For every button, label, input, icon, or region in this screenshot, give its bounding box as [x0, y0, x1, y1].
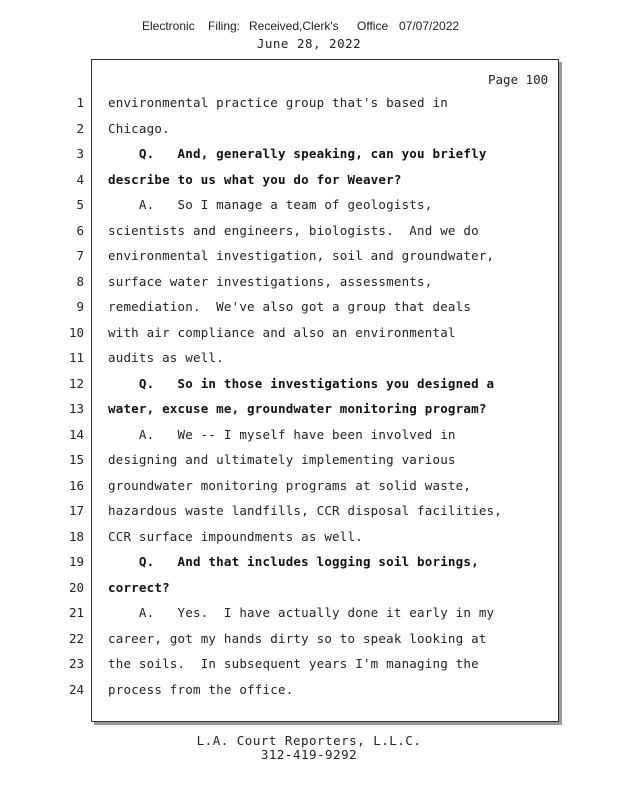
line-number: 10: [68, 324, 84, 340]
transcript-line: with air compliance and also an environmental: [108, 324, 456, 340]
line-number: 17: [68, 503, 84, 518]
transcript-line: process from the office.: [108, 681, 294, 697]
line-number: 15: [68, 452, 84, 467]
line-number: 9: [76, 299, 84, 314]
transcript-line: A. Yes. I have actually done it early in my: [108, 605, 495, 620]
line-number: 14: [68, 426, 84, 442]
line-number: 2: [76, 120, 84, 136]
transcript-line: the soils. In subsequent years I'm managing the: [108, 656, 479, 671]
transcript-line: hazardous waste landfills, CCR disposal facilities,: [108, 503, 503, 518]
line-number: 5: [76, 197, 84, 212]
line-number: 16: [68, 477, 84, 493]
transcript-line: Q. And that includes logging soil borings,: [108, 554, 479, 569]
transcript-line: A. So I manage a team of geologists,: [108, 197, 433, 212]
line-number: 8: [76, 273, 84, 289]
stamp-electronic: Electronic: [142, 19, 195, 33]
transcript-line: A. We -- I myself have been involved in: [108, 426, 456, 442]
transcript-line: surface water investigations, assessments,: [108, 273, 433, 289]
page-number: Page 100: [488, 72, 549, 87]
transcript-line: audits as well.: [108, 350, 224, 365]
line-number: 6: [76, 222, 84, 238]
line-number: 18: [68, 528, 84, 544]
transcript-line: remediation. We've also got a group that deals: [108, 299, 472, 314]
line-number: 23: [68, 656, 84, 671]
transcript-line: CCR surface impoundments as well.: [108, 528, 363, 544]
transcript-line: environmental investigation, soil and groundwater,: [108, 248, 495, 263]
line-number: 3: [76, 146, 84, 161]
line-number: 24: [68, 681, 84, 697]
stamp-received: Received,Clerk's: [249, 19, 339, 33]
transcript-line: Chicago.: [108, 120, 170, 136]
transcript-date: June 28, 2022: [256, 36, 362, 51]
line-number: 4: [76, 171, 84, 187]
footer-company: L.A. Court Reporters, L.L.C.: [196, 733, 422, 748]
transcript-line: designing and ultimately implementing various: [108, 452, 456, 467]
transcript-line: correct?: [108, 579, 170, 595]
line-number: 20: [68, 579, 84, 595]
line-number: 19: [68, 554, 84, 569]
transcript-line: groundwater monitoring programs at solid waste,: [108, 477, 472, 493]
footer-phone: 312-419-9292: [260, 747, 358, 762]
line-number: 21: [68, 605, 84, 620]
transcript-line: Q. So in those investigations you designed a: [108, 375, 495, 391]
transcript-line: describe to us what you do for Weaver?: [108, 171, 402, 187]
line-number: 22: [68, 630, 84, 646]
transcript-line: Q. And, generally speaking, can you briefly: [108, 146, 487, 161]
line-number: 1: [76, 95, 84, 110]
line-number: 12: [68, 375, 84, 391]
stamp-office: Office: [357, 19, 389, 33]
line-number: 13: [68, 401, 84, 416]
stamp-filing: Filing:: [208, 19, 241, 33]
transcript-line: water, excuse me, groundwater monitoring program?: [108, 401, 487, 416]
line-number: 7: [76, 248, 84, 263]
transcript-line: environmental practice group that's based in: [108, 95, 448, 110]
transcript-line: career, got my hands dirty so to speak looking at: [108, 630, 487, 646]
transcript-line: scientists and engineers, biologists. And we do: [108, 222, 479, 238]
stamp-date: 07/07/2022: [399, 19, 460, 33]
line-number: 11: [68, 350, 84, 365]
